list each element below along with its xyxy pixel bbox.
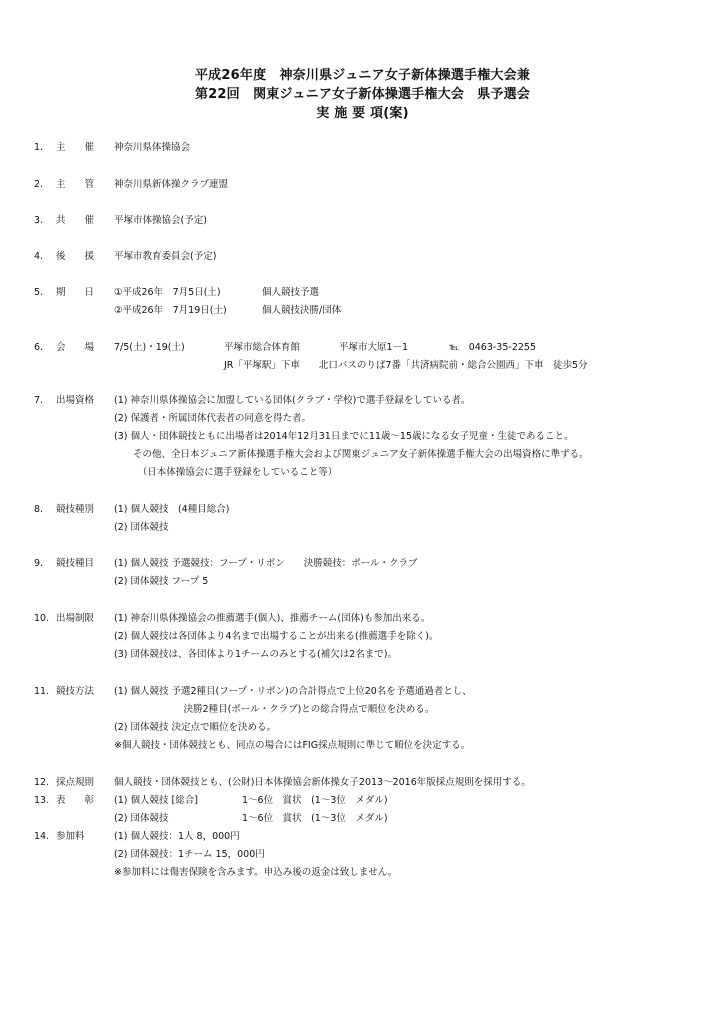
section-text: 神奈川県新体操クラブ連盟 [114, 179, 229, 190]
section-label: 表 彰 [56, 795, 95, 806]
section-number: 3. [34, 215, 44, 226]
event-text: 個人競技決勝/団体 [262, 305, 342, 316]
section-number: 14. [34, 831, 50, 842]
section-text: 個人競技・団体競技とも、(公財)日本体操協会新体操女子2013～2016年版採点規則を採用する。 [114, 777, 531, 788]
section-text: 平塚市教育委員会(予定) [114, 251, 217, 262]
section-text: (3) 個人・団体競技ともに出場者は2014年12月31日までに11歳～15歳になる女子児童・生徒であること。 [114, 431, 574, 442]
date-text: ①平成26年 7月5日(土) [114, 287, 221, 298]
section-label: 出場制限 [56, 613, 95, 624]
award-row [114, 794, 388, 812]
date-row [114, 286, 341, 304]
venue-name: 平塚市総合体育館 [224, 342, 301, 353]
section-number: 7. [34, 395, 44, 406]
section-text: (1) 個人競技 予選競技：フープ・リボン 決勝競技：ボール・クラブ [114, 558, 418, 569]
venue-row [114, 341, 588, 359]
venue-address: 平塚市大原1－1 [339, 342, 409, 353]
award-item: (1) 個人競技 [総合] [114, 795, 198, 806]
section-label: 競技種別 [56, 504, 95, 515]
section-number: 9. [34, 558, 44, 569]
venue-access: JR「平塚駅」下車 北口バスのりば7番「共済病院前・総合公園西」下車 徒歩5分 [224, 360, 588, 371]
section-number: 5. [34, 287, 44, 298]
section-text: その他、全日本ジュニア新体操選手権大会および関東ジュニア女子新体操選手権大会の出場資格に準ずる。 [114, 449, 589, 460]
section-label: 競技種目 [56, 558, 95, 569]
section-text: (2) 団体競技 [114, 522, 169, 533]
section-label: 参加料 [56, 831, 85, 842]
award-item: (2) 団体競技 [114, 813, 169, 824]
section-text: ※個人競技・団体競技とも、同点の場合にはFIG採点規則に準じて順位を決定する。 [114, 740, 471, 751]
section-label: 採点規則 [56, 777, 95, 788]
section-number: 4. [34, 251, 44, 262]
venue-tel: ℡ 0463-35-2255 [449, 342, 537, 353]
title-line-2: 第22回 関東ジュニア女子新体操選手権大会 県予選会 [194, 87, 531, 102]
award-rank: 1～6位 賞状 (1～3位 メダル) [242, 813, 388, 824]
section-number: 12. [34, 777, 50, 788]
section-text: 平塚市体操協会(予定) [114, 215, 207, 226]
section-label: 主 催 [56, 142, 95, 153]
section-label: 共 催 [56, 215, 95, 226]
section-text: (1) 神奈川県体操協会に加盟している団体(クラブ・学校)で選手登録をしている者。 [114, 395, 471, 406]
section-text: (1) 神奈川県体操協会の推薦選手(個人)、推薦チーム(団体)も参加出来る。 [114, 613, 431, 624]
section-number: 10. [34, 613, 50, 624]
award-row [114, 812, 388, 830]
section-text: (1) 個人競技 (4種目総合) [114, 504, 230, 515]
section-number: 8. [34, 504, 44, 515]
section-number: 1. [34, 142, 44, 153]
title-line-3: 実 施 要 項(案) [316, 106, 409, 121]
document-title [0, 66, 725, 123]
section-text: ※参加料には傷害保険を含みます。申込み後の返金は致しません。 [114, 867, 398, 878]
section-text: (2) 団体競技：1チーム 15，000円 [114, 849, 265, 860]
section-text: （日本体操協会に選手登録をしていること等） [114, 467, 338, 478]
section-text: (3) 団体競技は、各団体より1チームのみとする(補欠は2名まで)。 [114, 649, 397, 660]
venue-days: 7/5(土)・19(土) [114, 342, 185, 353]
section-text: (2) 個人競技は各団体より4名まで出場することが出来る(推薦選手を除く)。 [114, 631, 439, 642]
section-text: 決勝2種目(ボール・クラブ)との総合得点で順位を決める。 [114, 704, 435, 715]
date-text: ②平成26年 7月19日(土) [114, 305, 227, 316]
title-line-1: 平成26年度 神奈川県ジュニア女子新体操選手権大会兼 [194, 68, 531, 83]
section-text: (2) 団体競技 フープ 5 [114, 576, 209, 587]
section-number: 13. [34, 795, 50, 806]
section-number: 11. [34, 686, 50, 697]
event-text: 個人競技予選 [262, 287, 320, 298]
section-text: (2) 団体競技 決定点で順位を決める。 [114, 722, 276, 733]
section-number: 2. [34, 179, 44, 190]
section-text: (2) 保護者・所属団体代表者の同意を得た者。 [114, 413, 311, 424]
section-text: (1) 個人競技：1人 8，000円 [114, 831, 240, 842]
section-label: 出場資格 [56, 395, 95, 406]
section-label: 期 日 [56, 287, 95, 298]
section-label: 会 場 [56, 342, 95, 353]
section-label: 競技方法 [56, 686, 95, 697]
section-label: 後 援 [56, 251, 95, 262]
date-row [114, 304, 341, 322]
section-label: 主 管 [56, 179, 95, 190]
award-rank: 1～6位 賞状 (1～3位 メダル) [242, 795, 388, 806]
section-text: (1) 個人競技 予選2種目(フープ・リボン)の合計得点で上位20名を予選通過者とし、 [114, 686, 472, 697]
section-number: 6. [34, 342, 44, 353]
section-text: 神奈川県体操協会 [114, 142, 191, 153]
